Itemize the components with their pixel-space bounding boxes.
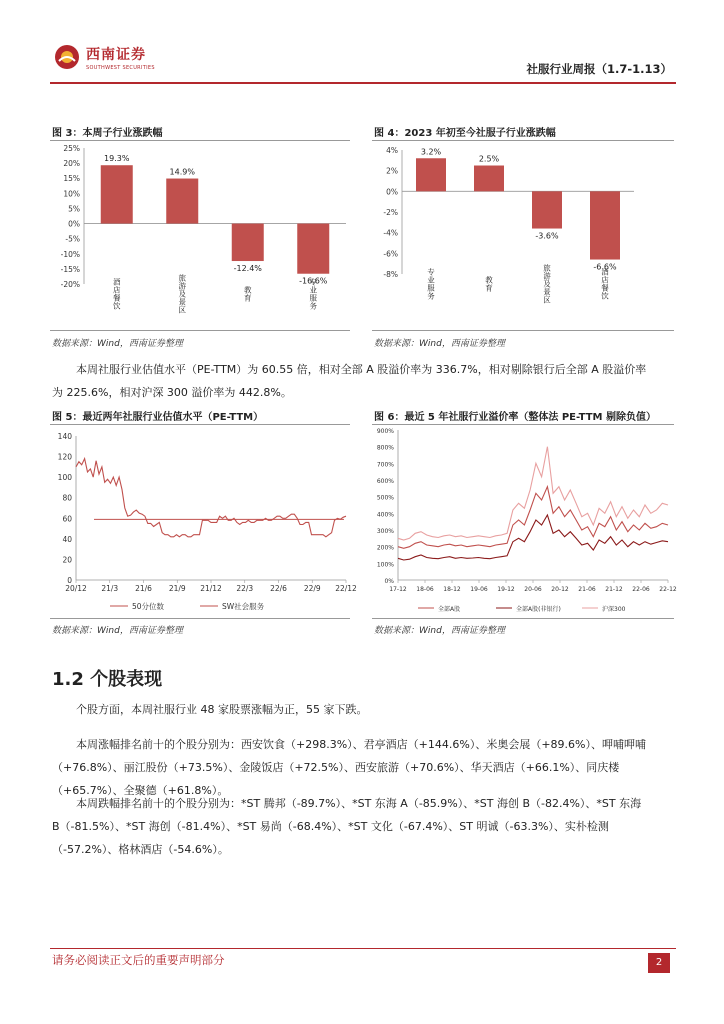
bar-value-label: -3.6%: [535, 231, 559, 241]
y-tick-label: 100%: [376, 561, 394, 569]
y-tick-label: 4%: [386, 146, 398, 155]
top-losers-paragraph: 本周跌幅排名前十的个股分别为：*ST 腾邦（-89.7%）、*ST 东海 A（-85.9%）、*ST 海创 B（-82.4%）、*ST 东海 B（-81.5%）、*ST 海创（-81.4%）、*ST 易尚（-68.4%）、*ST 文化（-67.4%）、ST 明诚（-63.3%）、实朴检测（-57.2%）、格林酒店（-54.6%）。: [52, 797, 642, 856]
y-tick-label: 15%: [63, 174, 80, 184]
figure-5-top-rule: [50, 424, 350, 425]
bar-value-label: 19.3%: [104, 154, 130, 164]
figure-3-title: 图 3：本周子行业涨跌幅: [52, 128, 163, 139]
bar-酒店餐饮: [590, 191, 620, 259]
category-label: 专业服务: [308, 278, 318, 310]
category-label: 酒店餐饮: [600, 268, 610, 300]
y-tick-label: 700%: [376, 461, 394, 469]
x-tick-label: 22-12: [659, 586, 677, 593]
y-tick-label: 40: [62, 534, 72, 544]
x-tick-label: 20/12: [65, 584, 87, 593]
category-label: 教育: [484, 276, 494, 292]
top-gainers-paragraph: 本周涨幅排名前十的个股分别为：西安饮食（+298.3%）、君亭酒店（+144.6%）、米奥会展（+89.6%）、呷哺呷哺（+76.8%）、丽江股份（+73.5%）、金陵饭店（+72.5%）、西安旅游（+70.6%）、华天酒店（+66.1%）、同庆楼（+65.7%）、全聚德（+61.8%）。: [52, 738, 646, 797]
legend-series-label: SW社会服务: [222, 602, 265, 611]
x-tick-label: 21/6: [135, 584, 152, 593]
figure-6-chart: [372, 426, 677, 616]
y-tick-label: 10%: [63, 189, 80, 199]
footer-disclaimer: 请务必阅读正文后的重要声明部分: [52, 953, 225, 967]
x-tick-label: 21/9: [168, 584, 186, 593]
figure-5-bottom-rule: [50, 618, 350, 619]
x-tick-label: 18-06: [416, 586, 434, 593]
figure-3-top-rule: [50, 140, 350, 141]
figure-6-bottom-rule: [372, 618, 674, 619]
figure-3-chart: [50, 142, 352, 328]
y-tick-label: 120: [57, 452, 72, 462]
y-tick-label: 100: [57, 473, 72, 483]
x-tick-label: 21-12: [605, 586, 623, 593]
header-divider: [50, 82, 676, 84]
x-tick-label: 21/3: [101, 584, 119, 593]
figure-4-top-rule: [372, 140, 674, 141]
legend-label: 全部A股: [438, 606, 461, 613]
x-tick-label: 22/6: [270, 584, 287, 593]
valuation-paragraph: 本周社服行业估值水平（PE-TTM）为 60.55 倍，相对全部 A 股溢价率为 336.7%，相对剔除银行后全部 A 股溢价率为 225.6%，相对沪深 300 溢价率为 442.8%。: [52, 363, 647, 399]
figure-4-title: 图 4：2023 年初至今社服子行业涨跌幅: [374, 128, 556, 139]
y-tick-label: 200%: [376, 544, 394, 552]
y-tick-label: -2%: [383, 208, 398, 217]
figure-3-source: 数据来源：Wind，西南证券整理: [52, 339, 183, 349]
footer-divider: [50, 948, 676, 949]
x-tick-label: 21/12: [200, 584, 222, 593]
x-tick-label: 17-12: [389, 586, 407, 593]
figure-4-chart: [372, 142, 674, 328]
x-tick-label: 18-12: [443, 586, 461, 593]
stock-summary-paragraph: 个股方面，本周社服行业 48 家股票涨幅为正，55 家下跌。: [76, 703, 368, 716]
category-label: 专业服务: [426, 268, 436, 300]
bar-value-label: 3.2%: [420, 147, 442, 157]
bar-value-label: -6.6%: [593, 262, 617, 272]
category-label: 酒店餐饮: [112, 278, 122, 310]
figure-6-source: 数据来源：Wind，西南证券整理: [374, 626, 505, 636]
y-tick-label: 2%: [386, 166, 398, 176]
bar-教育: [474, 166, 504, 192]
x-tick-label: 20-12: [551, 586, 569, 593]
report-title: 社服行业周报（1.7-1.13）: [526, 62, 672, 76]
y-tick-label: 60: [62, 514, 72, 524]
y-tick-label: 400%: [376, 511, 394, 519]
x-tick-label: 20-06: [524, 586, 542, 593]
y-tick-label: 80: [62, 493, 72, 503]
y-tick-label: 0: [67, 576, 72, 585]
bar-旅游及景区: [532, 191, 562, 228]
y-tick-label: -10%: [60, 249, 80, 259]
x-tick-label: 19-12: [497, 586, 515, 593]
y-tick-label: 500%: [376, 494, 394, 502]
figure-3-bottom-rule: [50, 330, 350, 331]
figure-4-bottom-rule: [372, 330, 674, 331]
y-tick-label: -4%: [383, 228, 398, 238]
series-line-SW社会服务: [76, 459, 346, 537]
bar-value-label: 2.5%: [478, 154, 500, 164]
y-tick-label: 600%: [376, 478, 394, 485]
bar-专业服务: [416, 158, 446, 191]
y-tick-label: 0%: [386, 187, 398, 197]
y-tick-label: 5%: [68, 204, 80, 214]
legend-median-label: 50分位数: [132, 602, 165, 611]
y-tick-label: 25%: [63, 144, 80, 153]
x-tick-label: 22/12: [335, 584, 357, 593]
x-tick-label: 22/3: [236, 584, 254, 593]
y-tick-label: 0%: [384, 578, 394, 585]
bar-专业服务: [297, 224, 329, 274]
page-number: 2: [648, 953, 670, 973]
bar-value-label: -12.4%: [233, 264, 262, 274]
y-tick-label: 20: [62, 555, 72, 565]
figure-5-source: 数据来源：Wind，西南证券整理: [52, 626, 183, 636]
company-logo-name: 西南证券: [86, 47, 146, 63]
figure-5-title: 图 5：最近两年社服行业估值水平（PE-TTM）: [52, 412, 264, 423]
bar-旅游及景区: [166, 179, 198, 224]
figure-4-source: 数据来源：Wind，西南证券整理: [374, 339, 505, 349]
figure-6-title: 图 6：最近 5 年社服行业溢价率（整体法 PE-TTM 剔除负值）: [374, 412, 656, 423]
bar-教育: [232, 224, 264, 261]
y-tick-label: -15%: [60, 264, 80, 274]
section-title: 1.2 个股表现: [52, 669, 163, 690]
y-tick-label: 140: [57, 432, 72, 441]
y-tick-label: 800%: [376, 444, 394, 452]
y-tick-label: 20%: [63, 159, 80, 169]
category-label: 教育: [243, 286, 253, 302]
legend-label: 全部A股(非银行): [516, 606, 561, 613]
x-tick-label: 19-06: [470, 586, 488, 593]
legend-label: 沪深300: [602, 606, 626, 613]
bar-value-label: 14.9%: [169, 167, 195, 177]
y-tick-label: -8%: [383, 270, 398, 279]
x-tick-label: 21-06: [578, 586, 596, 593]
figure-5-chart: [50, 426, 357, 616]
y-tick-label: -20%: [60, 280, 80, 289]
y-tick-label: -5%: [65, 234, 80, 244]
y-tick-label: -6%: [383, 249, 398, 259]
y-tick-label: 300%: [376, 528, 394, 535]
y-tick-label: 900%: [376, 428, 394, 435]
bar-value-label: -16.6%: [299, 276, 328, 286]
category-label: 旅游及景区: [177, 274, 187, 314]
y-tick-label: 0%: [68, 219, 80, 229]
figure-6-top-rule: [372, 424, 674, 425]
x-tick-label: 22/9: [303, 584, 321, 593]
company-logo-english: SOUTHWEST SECURITIES: [86, 65, 155, 71]
company-logo-icon: [54, 44, 80, 70]
category-label: 旅游及景区: [542, 264, 552, 304]
x-tick-label: 22-06: [632, 586, 650, 593]
bar-酒店餐饮: [101, 165, 133, 223]
